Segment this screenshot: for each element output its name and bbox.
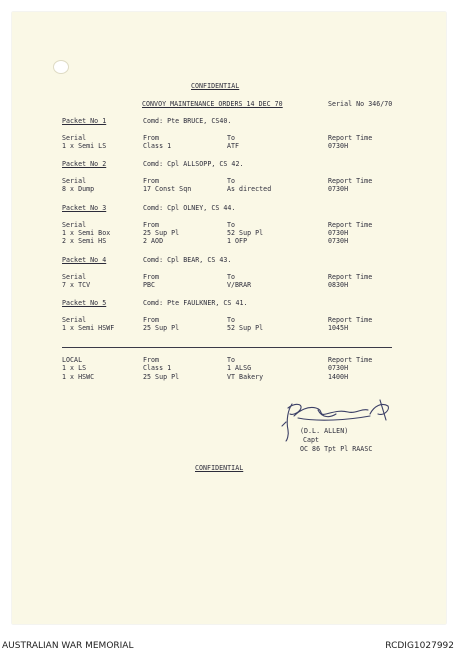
archive-reference: RCDIG1027992 [385, 641, 454, 651]
column-header-to: To [227, 356, 236, 364]
row-from: 25 Sup Pl [143, 324, 180, 332]
column-header-from: From [143, 273, 160, 281]
row-to: V/BRAR [227, 281, 252, 289]
signatory-appointment: OC 86 Tpt Pl RAASC [300, 445, 373, 453]
section-divider [62, 347, 392, 348]
column-header-to: To [227, 273, 236, 281]
column-header-serial: Serial [62, 134, 87, 142]
column-header-from: From [143, 134, 160, 142]
row-report-time: 0830H [328, 281, 349, 289]
column-header-from: From [143, 177, 160, 185]
signatory-name: (D.L. ALLEN) [300, 427, 349, 435]
row-to: As directed [227, 185, 272, 193]
row-from: PBC [143, 281, 156, 289]
packet-commander: Comd: Cpl BEAR, CS 43. [143, 256, 232, 264]
row-report-time: 1400H [328, 373, 349, 381]
punch-hole [53, 60, 69, 74]
row-from: 25 Sup Pl [143, 229, 180, 237]
row-report-time: 0730H [328, 364, 349, 372]
column-header-report-time: Report Time [328, 316, 373, 324]
column-header-serial: Serial [62, 177, 87, 185]
serial-number: Serial No 346/70 [328, 100, 393, 108]
row-serial: 1 x Semi HSWF [62, 324, 115, 332]
column-header-from: From [143, 316, 160, 324]
row-serial: 1 x Semi Box [62, 229, 111, 237]
column-header-serial: Serial [62, 221, 87, 229]
row-from: 25 Sup Pl [143, 373, 180, 381]
row-from: 2 AOD [143, 237, 164, 245]
packet-commander: Comd: Cpl ALLSOPP, CS 42. [143, 160, 244, 168]
row-report-time: 0730H [328, 237, 349, 245]
row-to: 52 Sup Pl [227, 324, 264, 332]
local-label: LOCAL [62, 356, 83, 364]
column-header-report-time: Report Time [328, 356, 373, 364]
packet-label: Packet No 2 [62, 160, 107, 168]
row-report-time: 0730H [328, 229, 349, 237]
signatory-rank: Capt [303, 436, 320, 444]
row-serial: 1 x HSWC [62, 373, 95, 381]
column-header-serial: Serial [62, 316, 87, 324]
row-serial: 7 x TCV [62, 281, 91, 289]
column-header-to: To [227, 221, 236, 229]
packet-commander: Comd: Pte FAULKNER, CS 41. [143, 299, 248, 307]
classification-footer: CONFIDENTIAL [195, 464, 244, 472]
packet-commander: Comd: Cpl OLNEY, CS 44. [143, 204, 236, 212]
packet-label: Packet No 3 [62, 204, 107, 212]
row-report-time: 0730H [328, 185, 349, 193]
row-serial: 8 x Dump [62, 185, 95, 193]
row-to: ATF [227, 142, 240, 150]
row-to: 1 ALSG [227, 364, 252, 372]
row-serial: 1 x LS [62, 364, 87, 372]
column-header-serial: Serial [62, 273, 87, 281]
column-header-report-time: Report Time [328, 221, 373, 229]
row-report-time: 1045H [328, 324, 349, 332]
packet-label: Packet No 5 [62, 299, 107, 307]
row-to: VT Bakery [227, 373, 264, 381]
classification-header: CONFIDENTIAL [191, 82, 240, 90]
archive-attribution: AUSTRALIAN WAR MEMORIAL [2, 641, 134, 651]
row-from: Class 1 [143, 142, 172, 150]
packet-commander: Comd: Pte BRUCE, CS40. [143, 117, 232, 125]
row-report-time: 0730H [328, 142, 349, 150]
column-header-to: To [227, 134, 236, 142]
row-from: Class 1 [143, 364, 172, 372]
row-to: 52 Sup Pl [227, 229, 264, 237]
column-header-to: To [227, 316, 236, 324]
packet-label: Packet No 1 [62, 117, 107, 125]
handwritten-signature [278, 396, 394, 442]
packet-label: Packet No 4 [62, 256, 107, 264]
row-serial: 2 x Semi HS [62, 237, 107, 245]
column-header-from: From [143, 356, 160, 364]
column-header-report-time: Report Time [328, 134, 373, 142]
column-header-from: From [143, 221, 160, 229]
row-from: 17 Const Sqn [143, 185, 192, 193]
row-serial: 1 x Semi LS [62, 142, 107, 150]
column-header-report-time: Report Time [328, 177, 373, 185]
document-title: CONVOY MAINTENANCE ORDERS 14 DEC 70 [142, 100, 283, 108]
column-header-to: To [227, 177, 236, 185]
row-to: 1 OFP [227, 237, 248, 245]
column-header-report-time: Report Time [328, 273, 373, 281]
